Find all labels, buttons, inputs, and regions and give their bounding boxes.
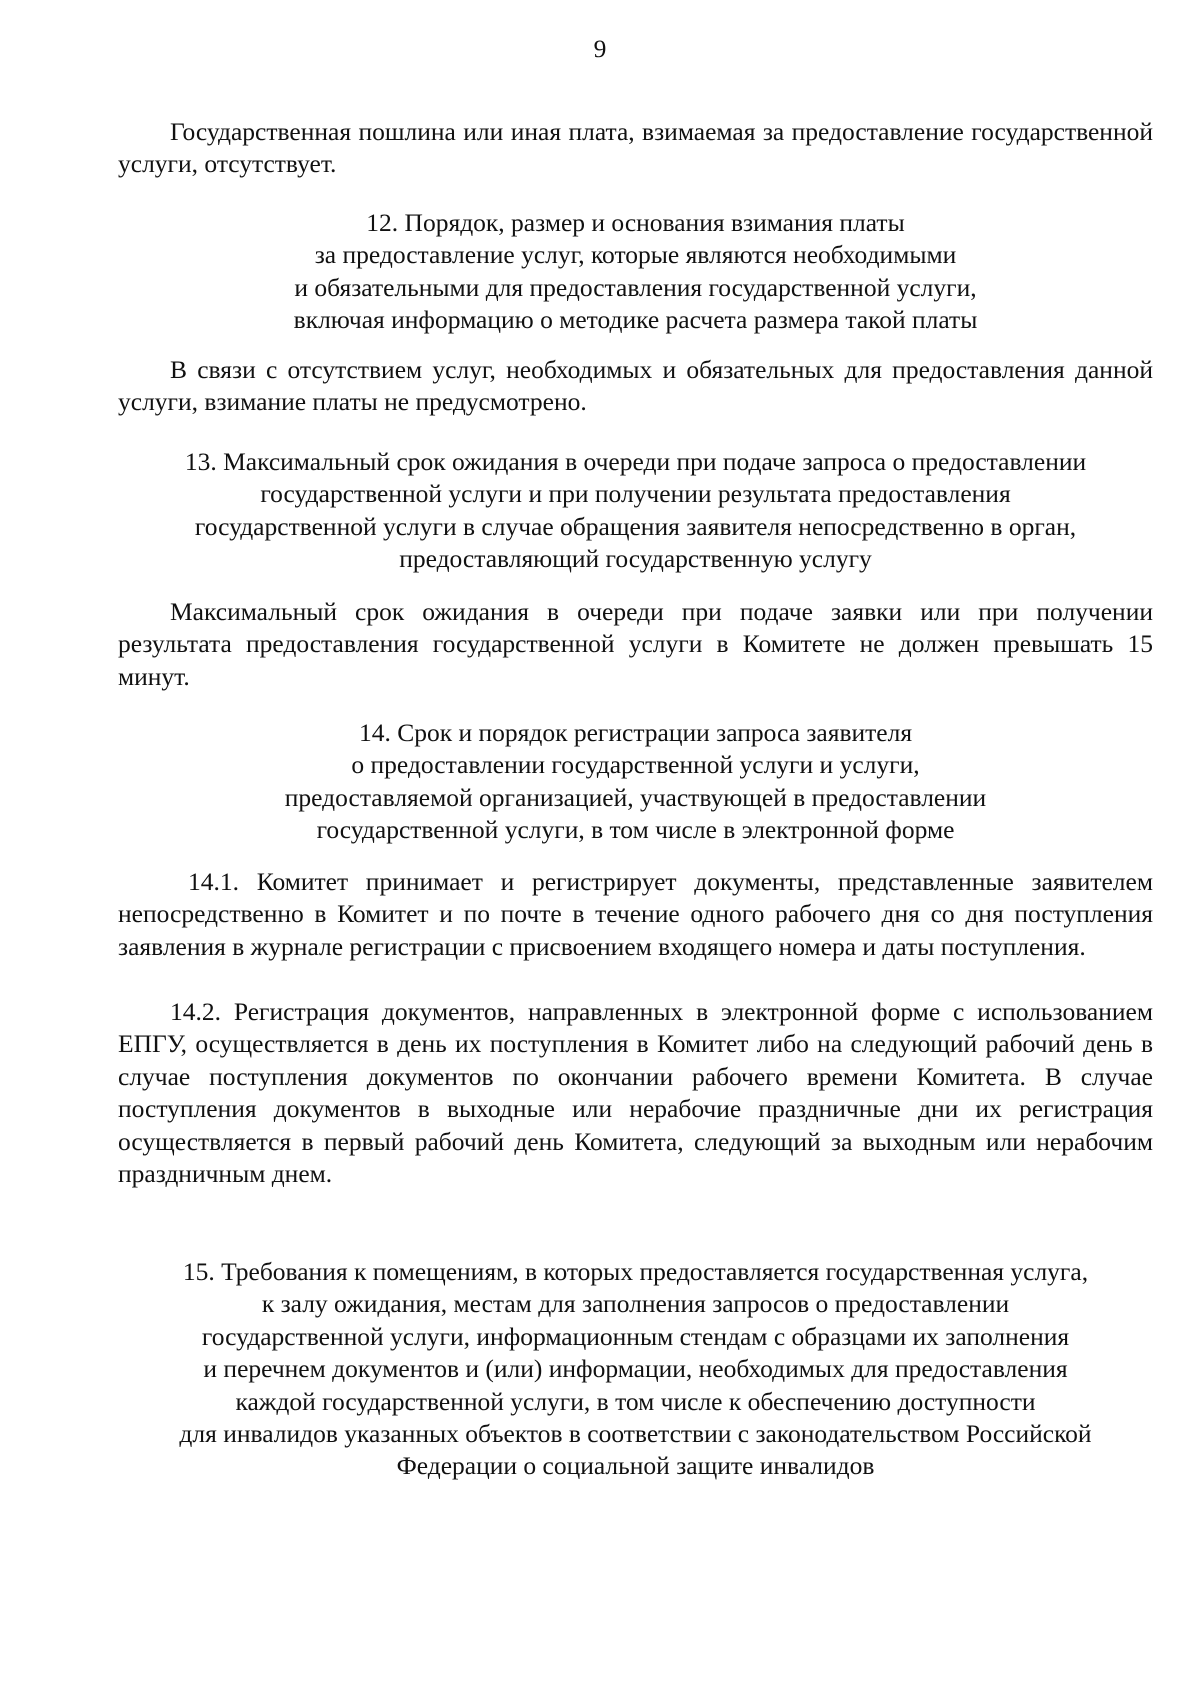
section-14-heading-line: о предоставлении государственной услуги и услуги,	[351, 750, 920, 780]
section-13-heading-line: 13. Максимальный срок ожидания в очереди при подаче запроса о предоставлении	[184, 447, 1087, 476]
section-14-heading	[118, 717, 1153, 847]
section-15-heading	[118, 1256, 1153, 1483]
section-13-heading-line: государственной услуги и при получении результата предоставления	[260, 479, 1011, 509]
section-15-heading-line: государственной услуги, информационным стендам с образцами их заполнения	[201, 1321, 1070, 1351]
section-12-heading-line: и обязательными для предоставления государственной услуги,	[294, 272, 977, 302]
section-15-heading-line: 15. Требования к помещениям, в которых предоставляется государственная услуга,	[182, 1257, 1089, 1286]
section-14-heading-line: предоставляемой организацией, участвующей в предоставлении	[284, 782, 987, 812]
section-15-heading-line: каждой государственной услуги, в том числе к обеспечению доступности	[235, 1386, 1036, 1416]
page-number: 9	[593, 34, 607, 63]
section-15-heading-line: и перечнем документов и (или) информации, необходимых для предоставления	[203, 1354, 1068, 1384]
section-12-heading-line: включая информацию о методике расчета размера такой платы	[293, 305, 978, 335]
section-13-heading-line: государственной услуги в случае обращения заявителя непосредственно в орган,	[194, 511, 1077, 541]
section-13-paragraph: Максимальный срок ожидания в очереди при подаче заявки или при получении результата предоставления государственной услуги в Комитете не должен превышать 15 минут.	[118, 597, 1153, 691]
fee-paragraph: Государственная пошлина или иная плата, взимаемая за предоставление государственной услуги, отсутствует.	[118, 117, 1153, 179]
section-15-heading-line: к залу ожидания, местам для заполнения запросов о предоставлении	[261, 1289, 1010, 1319]
section-12-heading-line: 12. Порядок, размер и основания взимания платы	[366, 208, 905, 237]
section-15-heading-line: Федерации о социальной защите инвалидов	[396, 1451, 875, 1481]
section-14-heading-line: 14. Срок и порядок регистрации запроса заявителя	[358, 718, 913, 747]
section-12-heading-line: за предоставление услуг, которые являются необходимыми	[314, 240, 957, 270]
section-14-1-paragraph: 14.1. Комитет принимает и регистрирует документы, представленные заявителем непосредственно в Комитет и по почте в течение одного рабочего дня со дня поступления заявления в журнале регистрации с присвоением входящего номера и даты поступления.	[118, 867, 1153, 961]
section-14-heading-line: государственной услуги, в том числе в электронной форме	[316, 815, 955, 845]
section-13-heading-line: предоставляющий государственную услугу	[399, 544, 872, 574]
section-14-2-paragraph: 14.2. Регистрация документов, направленных в электронной форме с использованием ЕПГУ, осуществляется в день их поступления в Комитет либо на следующий рабочий день в случае поступления документов по окончании рабочего времени Комитета. В случае поступления документов в выходные или нерабочие праздничные дни их регистрация осуществляется в первый рабочий день Комитета, следующий за выходным или нерабочим праздничным днем.	[118, 997, 1153, 1189]
section-13-heading	[118, 446, 1153, 576]
section-12-heading	[118, 207, 1153, 337]
section-12-paragraph: В связи с отсутствием услуг, необходимых и обязательных для предоставления данной услуги, взимание платы не предусмотрено.	[118, 355, 1153, 417]
section-15-heading-line: для инвалидов указанных объектов в соответствии с законодательством Российской	[179, 1419, 1092, 1449]
